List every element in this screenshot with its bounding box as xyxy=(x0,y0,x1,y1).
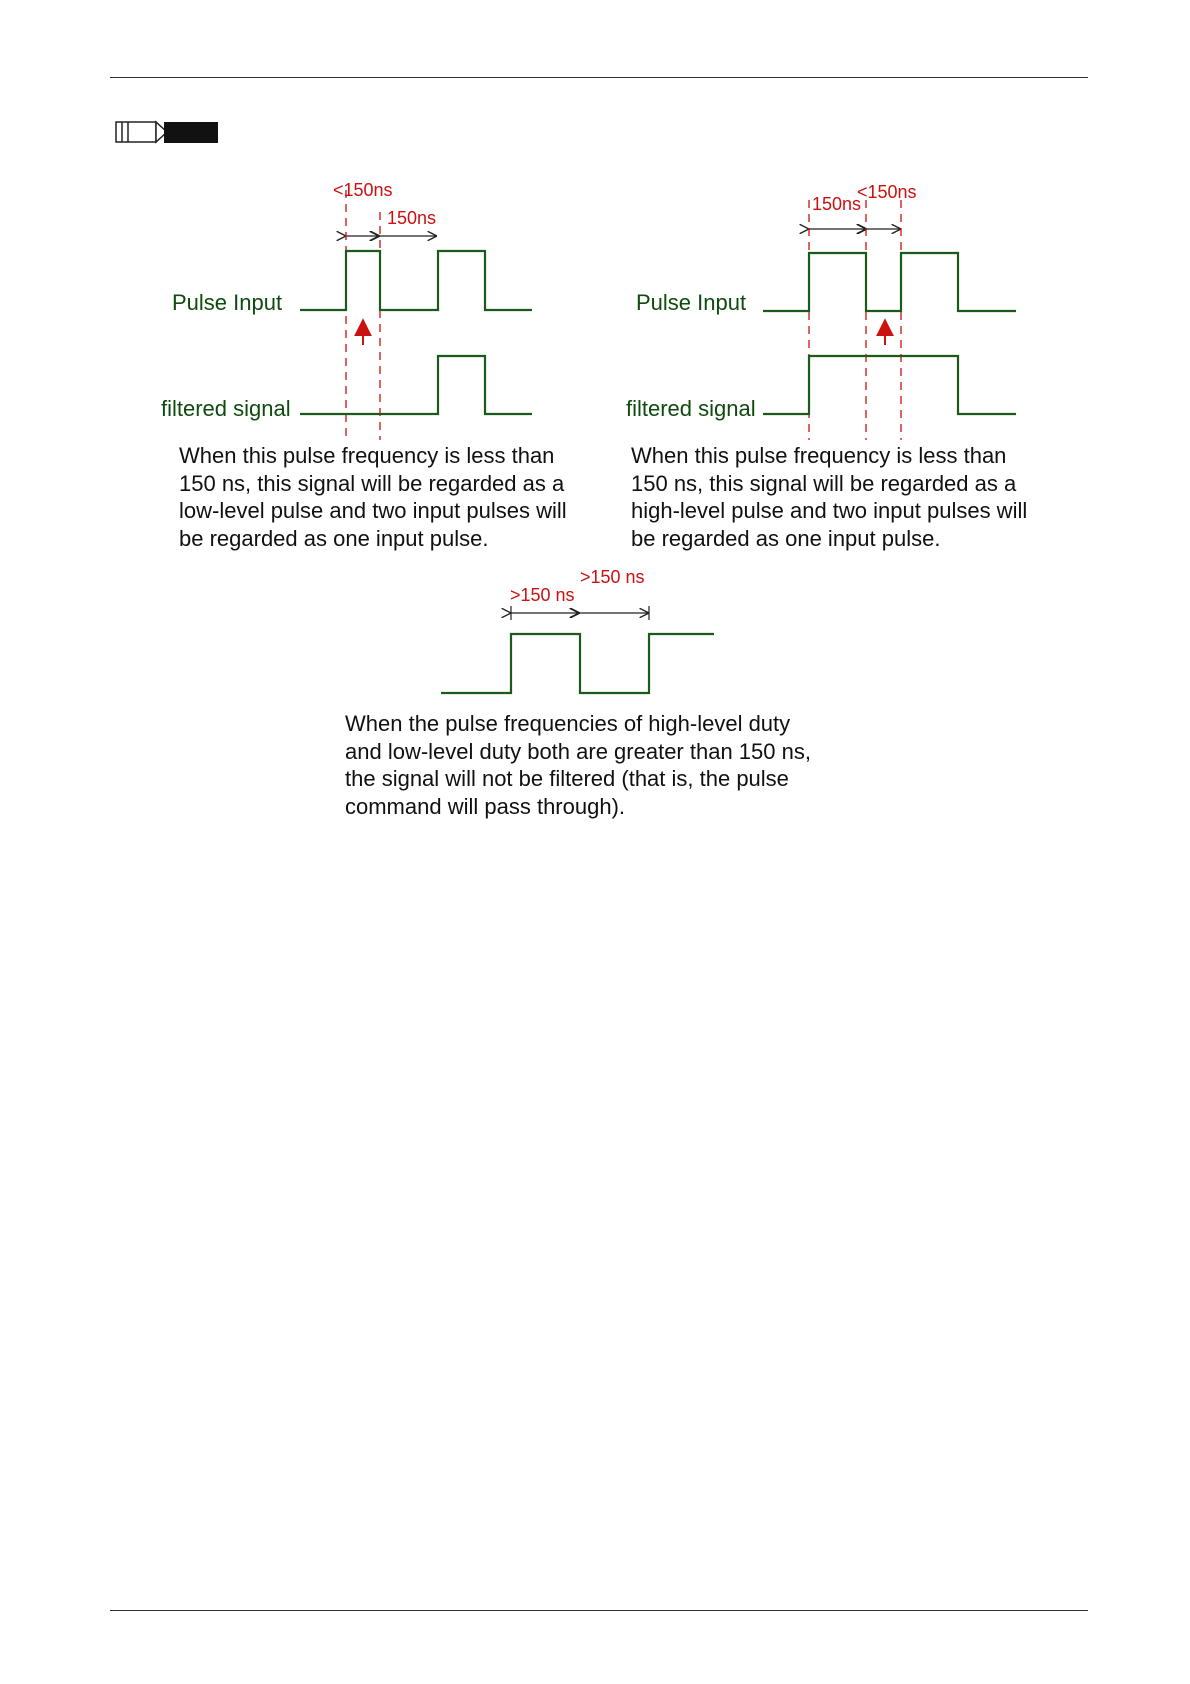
caption-line: When this pulse frequency is less than xyxy=(179,443,555,468)
caption-line: When the pulse frequencies of high-level duty xyxy=(345,711,791,736)
caption-line: 150 ns, this signal will be regarded as a xyxy=(631,470,1017,496)
diagram-2-caption xyxy=(631,442,1027,552)
caption-line: command will pass through). xyxy=(345,793,626,819)
timing-label-a: 150ns xyxy=(812,194,862,214)
pencil-note-icon xyxy=(116,122,218,143)
filtered-signal-label: filtered signal xyxy=(161,396,291,421)
diagram-3 xyxy=(441,567,714,693)
caption-line: be regarded as one input pulse. xyxy=(179,525,489,551)
pulse-waveform xyxy=(441,634,714,693)
caption-line: the signal will not be filtered (that is, the pulse xyxy=(345,766,789,791)
caption-line: low-level pulse and two input pulses will xyxy=(179,498,567,523)
timing-label-a: >150 ns xyxy=(510,585,575,605)
filtered-signal-waveform xyxy=(763,356,1016,414)
pulse-input-waveform xyxy=(300,251,532,310)
timing-label-b: 150ns xyxy=(387,208,437,228)
caption-line: and low-level duty both are greater than 150 ns, xyxy=(345,738,811,764)
timing-label-b: <150ns xyxy=(857,182,917,202)
pulse-input-label: Pulse Input xyxy=(172,290,283,315)
pulse-input-label: Pulse Input xyxy=(636,290,747,315)
pulse-input-waveform xyxy=(763,253,1016,311)
timing-label-a: <150ns xyxy=(333,180,393,200)
timing-label-b: >150 ns xyxy=(580,567,645,587)
caption-line: high-level pulse and two input pulses will xyxy=(631,498,1028,523)
caption-line: When this pulse frequency is less than xyxy=(631,443,1007,468)
caption-line: be regarded as one input pulse. xyxy=(631,525,941,551)
diagram-2 xyxy=(626,182,1016,440)
diagram-1-caption xyxy=(179,442,567,552)
filtered-signal-waveform xyxy=(300,356,532,414)
caption-line: 150 ns, this signal will be regarded as a xyxy=(179,470,565,496)
diagram-1 xyxy=(161,180,532,440)
diagram-3-caption xyxy=(345,710,811,820)
filtered-signal-label: filtered signal xyxy=(626,396,756,421)
